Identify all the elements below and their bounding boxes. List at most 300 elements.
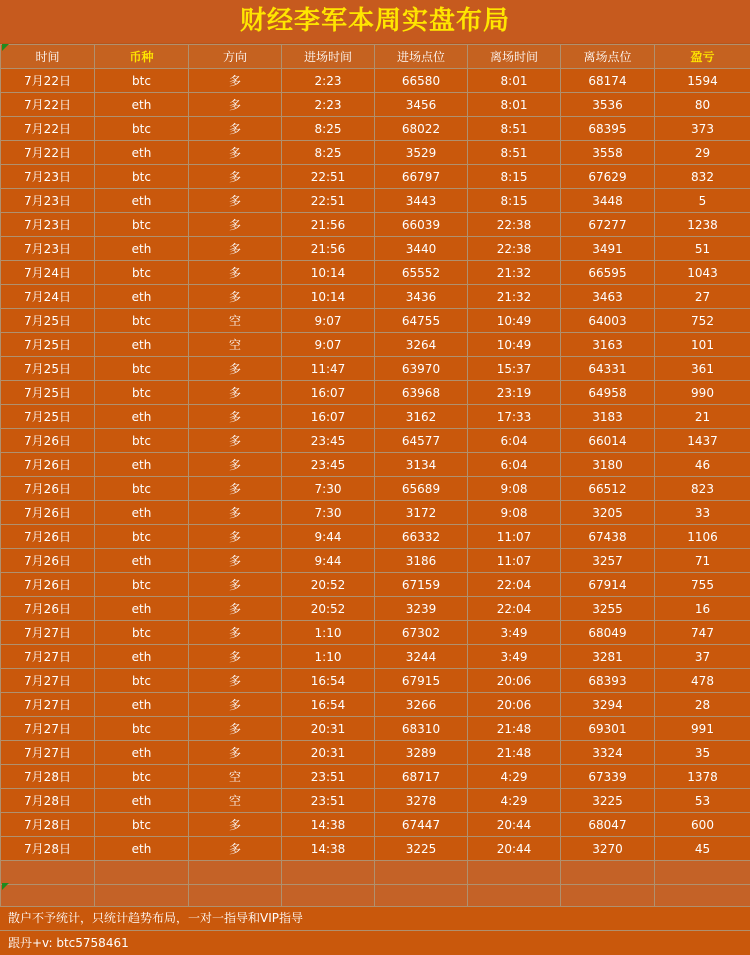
direction-cell[interactable]: 多 [189, 621, 282, 645]
pnl-cell[interactable]: 361 [655, 357, 750, 381]
coin-cell[interactable]: btc [95, 429, 189, 453]
pnl-cell[interactable]: 1378 [655, 765, 750, 789]
exit-time-cell[interactable]: 6:04 [468, 453, 561, 477]
date-cell[interactable]: 7月27日 [1, 669, 95, 693]
exit-price-cell[interactable]: 3324 [561, 741, 655, 765]
exit-price-cell[interactable]: 68393 [561, 669, 655, 693]
pnl-cell[interactable]: 1106 [655, 525, 750, 549]
exit-price-cell[interactable]: 66512 [561, 477, 655, 501]
exit-price-cell[interactable]: 66014 [561, 429, 655, 453]
direction-cell[interactable]: 多 [189, 357, 282, 381]
date-cell[interactable]: 7月24日 [1, 285, 95, 309]
empty-cell[interactable] [282, 861, 375, 885]
entry-price-cell[interactable]: 3456 [375, 93, 468, 117]
pnl-cell[interactable]: 832 [655, 165, 750, 189]
exit-time-cell[interactable]: 3:49 [468, 645, 561, 669]
pnl-cell[interactable]: 29 [655, 141, 750, 165]
pnl-cell[interactable]: 1043 [655, 261, 750, 285]
entry-price-cell[interactable]: 66580 [375, 69, 468, 93]
entry-time-cell[interactable]: 10:14 [282, 285, 375, 309]
empty-cell[interactable] [189, 861, 282, 885]
header-pnl[interactable]: 盈亏 [655, 45, 750, 69]
exit-time-cell[interactable]: 22:04 [468, 573, 561, 597]
pnl-cell[interactable]: 991 [655, 717, 750, 741]
pnl-cell[interactable]: 747 [655, 621, 750, 645]
coin-cell[interactable]: btc [95, 381, 189, 405]
pnl-cell[interactable]: 37 [655, 645, 750, 669]
table-row [1, 573, 750, 597]
exit-time-cell[interactable]: 21:32 [468, 285, 561, 309]
exit-price-cell[interactable]: 3491 [561, 237, 655, 261]
date-cell[interactable]: 7月26日 [1, 429, 95, 453]
entry-price-cell[interactable]: 68310 [375, 717, 468, 741]
entry-time-cell[interactable]: 9:44 [282, 525, 375, 549]
entry-time-cell[interactable]: 23:45 [282, 429, 375, 453]
exit-price-cell[interactable]: 68174 [561, 69, 655, 93]
exit-price-cell[interactable]: 69301 [561, 717, 655, 741]
coin-cell[interactable]: eth [95, 501, 189, 525]
date-cell[interactable]: 7月26日 [1, 477, 95, 501]
exit-time-cell[interactable]: 8:51 [468, 117, 561, 141]
exit-price-cell[interactable]: 3163 [561, 333, 655, 357]
date-cell[interactable]: 7月26日 [1, 453, 95, 477]
exit-time-cell[interactable]: 8:01 [468, 69, 561, 93]
entry-time-cell[interactable]: 22:51 [282, 189, 375, 213]
coin-cell[interactable]: btc [95, 213, 189, 237]
direction-cell[interactable]: 多 [189, 141, 282, 165]
date-cell[interactable]: 7月22日 [1, 69, 95, 93]
entry-time-cell[interactable]: 23:51 [282, 765, 375, 789]
entry-time-cell[interactable]: 9:44 [282, 549, 375, 573]
pnl-cell[interactable]: 600 [655, 813, 750, 837]
entry-time-cell[interactable]: 1:10 [282, 645, 375, 669]
entry-price-cell[interactable]: 3436 [375, 285, 468, 309]
table-row [1, 333, 750, 357]
entry-price-cell[interactable]: 66332 [375, 525, 468, 549]
direction-cell[interactable]: 多 [189, 405, 282, 429]
empty-cell[interactable] [1, 885, 95, 909]
entry-time-cell[interactable]: 16:54 [282, 693, 375, 717]
entry-price-cell[interactable]: 65552 [375, 261, 468, 285]
date-cell[interactable]: 7月22日 [1, 117, 95, 141]
coin-cell[interactable]: btc [95, 309, 189, 333]
entry-time-cell[interactable]: 7:30 [282, 477, 375, 501]
exit-time-cell[interactable]: 4:29 [468, 789, 561, 813]
direction-cell[interactable]: 多 [189, 285, 282, 309]
date-cell[interactable]: 7月28日 [1, 837, 95, 861]
pnl-cell[interactable]: 990 [655, 381, 750, 405]
entry-time-cell[interactable]: 16:07 [282, 381, 375, 405]
date-cell[interactable]: 7月22日 [1, 141, 95, 165]
table-row [1, 717, 750, 741]
empty-cell[interactable] [655, 885, 750, 909]
entry-time-cell[interactable]: 2:23 [282, 69, 375, 93]
date-cell[interactable]: 7月28日 [1, 789, 95, 813]
empty-cell[interactable] [95, 885, 189, 909]
pnl-cell[interactable]: 80 [655, 93, 750, 117]
direction-cell[interactable]: 空 [189, 765, 282, 789]
direction-cell[interactable]: 多 [189, 69, 282, 93]
coin-cell[interactable]: btc [95, 813, 189, 837]
entry-price-cell[interactable]: 67302 [375, 621, 468, 645]
coin-cell[interactable]: eth [95, 405, 189, 429]
entry-price-cell[interactable]: 63968 [375, 381, 468, 405]
empty-cell[interactable] [561, 861, 655, 885]
entry-time-cell[interactable]: 14:38 [282, 837, 375, 861]
exit-price-cell[interactable]: 64958 [561, 381, 655, 405]
exit-time-cell[interactable]: 23:19 [468, 381, 561, 405]
coin-cell[interactable]: eth [95, 789, 189, 813]
pnl-cell[interactable]: 1594 [655, 69, 750, 93]
direction-cell[interactable]: 多 [189, 837, 282, 861]
pnl-cell[interactable]: 1437 [655, 429, 750, 453]
coin-cell[interactable]: eth [95, 237, 189, 261]
empty-row [1, 861, 750, 885]
date-cell[interactable]: 7月23日 [1, 189, 95, 213]
direction-cell[interactable]: 多 [189, 549, 282, 573]
header-direction[interactable]: 方向 [189, 45, 282, 69]
entry-price-cell[interactable]: 63970 [375, 357, 468, 381]
entry-price-cell[interactable]: 3266 [375, 693, 468, 717]
exit-time-cell[interactable]: 11:07 [468, 549, 561, 573]
entry-price-cell[interactable]: 68717 [375, 765, 468, 789]
exit-price-cell[interactable]: 66595 [561, 261, 655, 285]
coin-cell[interactable]: eth [95, 141, 189, 165]
header-date[interactable]: 时间 [1, 45, 95, 69]
direction-cell[interactable]: 多 [189, 213, 282, 237]
direction-cell[interactable]: 多 [189, 381, 282, 405]
header-entry-price[interactable]: 进场点位 [375, 45, 468, 69]
exit-time-cell[interactable]: 17:33 [468, 405, 561, 429]
exit-price-cell[interactable]: 68049 [561, 621, 655, 645]
coin-cell[interactable]: eth [95, 741, 189, 765]
entry-time-cell[interactable]: 11:47 [282, 357, 375, 381]
date-cell[interactable]: 7月26日 [1, 597, 95, 621]
coin-cell[interactable]: eth [95, 645, 189, 669]
entry-price-cell[interactable]: 3289 [375, 741, 468, 765]
exit-time-cell[interactable]: 8:15 [468, 189, 561, 213]
direction-cell[interactable]: 多 [189, 645, 282, 669]
entry-price-cell[interactable]: 3440 [375, 237, 468, 261]
direction-cell[interactable]: 空 [189, 309, 282, 333]
pnl-cell[interactable]: 1238 [655, 213, 750, 237]
pnl-cell[interactable]: 71 [655, 549, 750, 573]
pnl-cell[interactable]: 16 [655, 597, 750, 621]
coin-cell[interactable]: eth [95, 333, 189, 357]
entry-price-cell[interactable]: 3225 [375, 837, 468, 861]
date-cell[interactable]: 7月25日 [1, 309, 95, 333]
exit-time-cell[interactable]: 22:38 [468, 237, 561, 261]
exit-time-cell[interactable]: 20:44 [468, 813, 561, 837]
entry-time-cell[interactable]: 8:25 [282, 141, 375, 165]
entry-time-cell[interactable]: 10:14 [282, 261, 375, 285]
exit-price-cell[interactable]: 67914 [561, 573, 655, 597]
exit-price-cell[interactable]: 64331 [561, 357, 655, 381]
direction-cell[interactable]: 多 [189, 741, 282, 765]
entry-time-cell[interactable]: 16:07 [282, 405, 375, 429]
direction-cell[interactable]: 多 [189, 669, 282, 693]
exit-time-cell[interactable]: 21:32 [468, 261, 561, 285]
entry-time-cell[interactable]: 20:52 [282, 573, 375, 597]
direction-cell[interactable]: 空 [189, 789, 282, 813]
exit-time-cell[interactable]: 20:06 [468, 693, 561, 717]
empty-cell[interactable] [655, 861, 750, 885]
date-cell[interactable]: 7月26日 [1, 573, 95, 597]
date-cell[interactable]: 7月23日 [1, 237, 95, 261]
pnl-cell[interactable]: 45 [655, 837, 750, 861]
pnl-cell[interactable]: 21 [655, 405, 750, 429]
pnl-cell[interactable]: 823 [655, 477, 750, 501]
direction-cell[interactable]: 空 [189, 333, 282, 357]
exit-time-cell[interactable]: 22:04 [468, 597, 561, 621]
entry-time-cell[interactable]: 20:31 [282, 717, 375, 741]
coin-cell[interactable]: btc [95, 117, 189, 141]
exit-price-cell[interactable]: 3536 [561, 93, 655, 117]
direction-cell[interactable]: 多 [189, 93, 282, 117]
coin-cell[interactable]: btc [95, 165, 189, 189]
direction-cell[interactable]: 多 [189, 237, 282, 261]
date-cell[interactable]: 7月26日 [1, 501, 95, 525]
coin-cell[interactable]: btc [95, 621, 189, 645]
direction-cell[interactable]: 多 [189, 525, 282, 549]
exit-time-cell[interactable]: 9:08 [468, 501, 561, 525]
date-cell[interactable]: 7月25日 [1, 357, 95, 381]
exit-time-cell[interactable]: 8:01 [468, 93, 561, 117]
exit-price-cell[interactable]: 68395 [561, 117, 655, 141]
coin-cell[interactable]: eth [95, 549, 189, 573]
direction-cell[interactable]: 多 [189, 429, 282, 453]
pnl-cell[interactable]: 478 [655, 669, 750, 693]
empty-cell[interactable] [468, 885, 561, 909]
exit-price-cell[interactable]: 67629 [561, 165, 655, 189]
exit-time-cell[interactable]: 22:38 [468, 213, 561, 237]
pnl-cell[interactable]: 373 [655, 117, 750, 141]
entry-time-cell[interactable]: 23:51 [282, 789, 375, 813]
exit-time-cell[interactable]: 11:07 [468, 525, 561, 549]
direction-cell[interactable]: 多 [189, 261, 282, 285]
coin-cell[interactable]: eth [95, 597, 189, 621]
direction-cell[interactable]: 多 [189, 453, 282, 477]
coin-cell[interactable]: eth [95, 693, 189, 717]
entry-time-cell[interactable]: 9:07 [282, 333, 375, 357]
exit-price-cell[interactable]: 3205 [561, 501, 655, 525]
date-cell[interactable]: 7月25日 [1, 405, 95, 429]
direction-cell[interactable]: 多 [189, 165, 282, 189]
coin-cell[interactable]: btc [95, 477, 189, 501]
pnl-cell[interactable]: 51 [655, 237, 750, 261]
entry-price-cell[interactable]: 67159 [375, 573, 468, 597]
header-entry-time[interactable]: 进场时间 [282, 45, 375, 69]
direction-cell[interactable]: 多 [189, 717, 282, 741]
date-cell[interactable]: 7月26日 [1, 525, 95, 549]
table-row [1, 357, 750, 381]
empty-cell[interactable] [95, 861, 189, 885]
exit-price-cell[interactable]: 68047 [561, 813, 655, 837]
entry-time-cell[interactable]: 21:56 [282, 237, 375, 261]
direction-cell[interactable]: 多 [189, 813, 282, 837]
empty-cell[interactable] [282, 885, 375, 909]
entry-price-cell[interactable]: 66039 [375, 213, 468, 237]
exit-time-cell[interactable]: 20:44 [468, 837, 561, 861]
entry-price-cell[interactable]: 66797 [375, 165, 468, 189]
entry-time-cell[interactable]: 8:25 [282, 117, 375, 141]
table-row [1, 117, 750, 141]
entry-price-cell[interactable]: 3172 [375, 501, 468, 525]
entry-price-cell[interactable]: 3529 [375, 141, 468, 165]
header-exit-price[interactable]: 离场点位 [561, 45, 655, 69]
direction-cell[interactable]: 多 [189, 477, 282, 501]
exit-time-cell[interactable]: 8:51 [468, 141, 561, 165]
entry-time-cell[interactable]: 23:45 [282, 453, 375, 477]
entry-price-cell[interactable]: 3239 [375, 597, 468, 621]
empty-cell[interactable] [189, 885, 282, 909]
pnl-cell[interactable]: 33 [655, 501, 750, 525]
exit-price-cell[interactable]: 3180 [561, 453, 655, 477]
coin-cell[interactable]: eth [95, 93, 189, 117]
coin-cell[interactable]: btc [95, 717, 189, 741]
date-cell[interactable]: 7月27日 [1, 741, 95, 765]
exit-price-cell[interactable]: 3558 [561, 141, 655, 165]
entry-price-cell[interactable]: 65689 [375, 477, 468, 501]
entry-time-cell[interactable]: 21:56 [282, 213, 375, 237]
pnl-cell[interactable]: 53 [655, 789, 750, 813]
exit-price-cell[interactable]: 67277 [561, 213, 655, 237]
exit-price-cell[interactable]: 67438 [561, 525, 655, 549]
entry-price-cell[interactable]: 68022 [375, 117, 468, 141]
date-cell[interactable]: 7月22日 [1, 93, 95, 117]
direction-cell[interactable]: 多 [189, 693, 282, 717]
coin-cell[interactable]: eth [95, 285, 189, 309]
exit-time-cell[interactable]: 4:29 [468, 765, 561, 789]
header-coin[interactable]: 币种 [95, 45, 189, 69]
pnl-cell[interactable]: 28 [655, 693, 750, 717]
table-row [1, 429, 750, 453]
exit-time-cell[interactable]: 21:48 [468, 741, 561, 765]
exit-price-cell[interactable]: 3255 [561, 597, 655, 621]
entry-price-cell[interactable]: 3186 [375, 549, 468, 573]
date-cell[interactable]: 7月28日 [1, 765, 95, 789]
direction-cell[interactable]: 多 [189, 573, 282, 597]
entry-time-cell[interactable]: 1:10 [282, 621, 375, 645]
entry-price-cell[interactable]: 3162 [375, 405, 468, 429]
date-cell[interactable]: 7月28日 [1, 813, 95, 837]
date-cell[interactable]: 7月27日 [1, 621, 95, 645]
date-cell[interactable]: 7月23日 [1, 213, 95, 237]
pnl-cell[interactable]: 101 [655, 333, 750, 357]
entry-price-cell[interactable]: 3443 [375, 189, 468, 213]
pnl-cell[interactable]: 5 [655, 189, 750, 213]
pnl-cell[interactable]: 755 [655, 573, 750, 597]
entry-time-cell[interactable]: 7:30 [282, 501, 375, 525]
date-cell[interactable]: 7月27日 [1, 693, 95, 717]
exit-price-cell[interactable]: 3257 [561, 549, 655, 573]
direction-cell[interactable]: 多 [189, 117, 282, 141]
date-cell[interactable]: 7月27日 [1, 717, 95, 741]
table-row [1, 237, 750, 261]
exit-time-cell[interactable]: 6:04 [468, 429, 561, 453]
exit-price-cell[interactable]: 3448 [561, 189, 655, 213]
header-row [1, 45, 750, 69]
direction-cell[interactable]: 多 [189, 597, 282, 621]
entry-time-cell[interactable]: 16:54 [282, 669, 375, 693]
coin-cell[interactable]: btc [95, 69, 189, 93]
exit-price-cell[interactable]: 3463 [561, 285, 655, 309]
exit-time-cell[interactable]: 21:48 [468, 717, 561, 741]
empty-cell[interactable] [375, 885, 468, 909]
coin-cell[interactable]: btc [95, 357, 189, 381]
pnl-cell[interactable]: 752 [655, 309, 750, 333]
date-cell[interactable]: 7月26日 [1, 549, 95, 573]
coin-cell[interactable]: eth [95, 837, 189, 861]
exit-price-cell[interactable]: 3270 [561, 837, 655, 861]
entry-time-cell[interactable]: 14:38 [282, 813, 375, 837]
entry-time-cell[interactable]: 9:07 [282, 309, 375, 333]
coin-cell[interactable]: eth [95, 453, 189, 477]
table-row [1, 477, 750, 501]
coin-cell[interactable]: btc [95, 525, 189, 549]
trade-table [0, 44, 750, 909]
coin-cell[interactable]: btc [95, 573, 189, 597]
empty-cell[interactable] [561, 885, 655, 909]
exit-price-cell[interactable]: 3281 [561, 645, 655, 669]
exit-price-cell[interactable]: 67339 [561, 765, 655, 789]
entry-price-cell[interactable]: 3244 [375, 645, 468, 669]
exit-time-cell[interactable]: 8:15 [468, 165, 561, 189]
date-cell[interactable]: 7月27日 [1, 645, 95, 669]
exit-price-cell[interactable]: 3294 [561, 693, 655, 717]
entry-price-cell[interactable]: 67447 [375, 813, 468, 837]
empty-cell[interactable] [468, 861, 561, 885]
pnl-cell[interactable]: 35 [655, 741, 750, 765]
empty-cell[interactable] [375, 861, 468, 885]
direction-cell[interactable]: 多 [189, 501, 282, 525]
entry-price-cell[interactable]: 3264 [375, 333, 468, 357]
pnl-cell[interactable]: 27 [655, 285, 750, 309]
exit-price-cell[interactable]: 3183 [561, 405, 655, 429]
exit-time-cell[interactable]: 10:49 [468, 309, 561, 333]
table-row [1, 525, 750, 549]
date-cell[interactable]: 7月25日 [1, 333, 95, 357]
exit-time-cell[interactable]: 9:08 [468, 477, 561, 501]
exit-price-cell[interactable]: 64003 [561, 309, 655, 333]
coin-cell[interactable]: btc [95, 261, 189, 285]
header-exit-time[interactable]: 离场时间 [468, 45, 561, 69]
date-cell[interactable]: 7月23日 [1, 165, 95, 189]
empty-cell[interactable] [1, 861, 95, 885]
entry-time-cell[interactable]: 2:23 [282, 93, 375, 117]
entry-price-cell[interactable]: 3134 [375, 453, 468, 477]
entry-price-cell[interactable]: 64755 [375, 309, 468, 333]
direction-cell[interactable]: 多 [189, 189, 282, 213]
entry-price-cell[interactable]: 64577 [375, 429, 468, 453]
exit-time-cell[interactable]: 20:06 [468, 669, 561, 693]
exit-time-cell[interactable]: 15:37 [468, 357, 561, 381]
entry-price-cell[interactable]: 3278 [375, 789, 468, 813]
pnl-cell[interactable]: 46 [655, 453, 750, 477]
entry-time-cell[interactable]: 20:52 [282, 597, 375, 621]
coin-cell[interactable]: btc [95, 669, 189, 693]
exit-price-cell[interactable]: 3225 [561, 789, 655, 813]
date-cell[interactable]: 7月25日 [1, 381, 95, 405]
exit-time-cell[interactable]: 3:49 [468, 621, 561, 645]
entry-time-cell[interactable]: 20:31 [282, 741, 375, 765]
date-cell[interactable]: 7月24日 [1, 261, 95, 285]
entry-time-cell[interactable]: 22:51 [282, 165, 375, 189]
coin-cell[interactable]: btc [95, 765, 189, 789]
coin-cell[interactable]: eth [95, 189, 189, 213]
exit-time-cell[interactable]: 10:49 [468, 333, 561, 357]
entry-price-cell[interactable]: 67915 [375, 669, 468, 693]
